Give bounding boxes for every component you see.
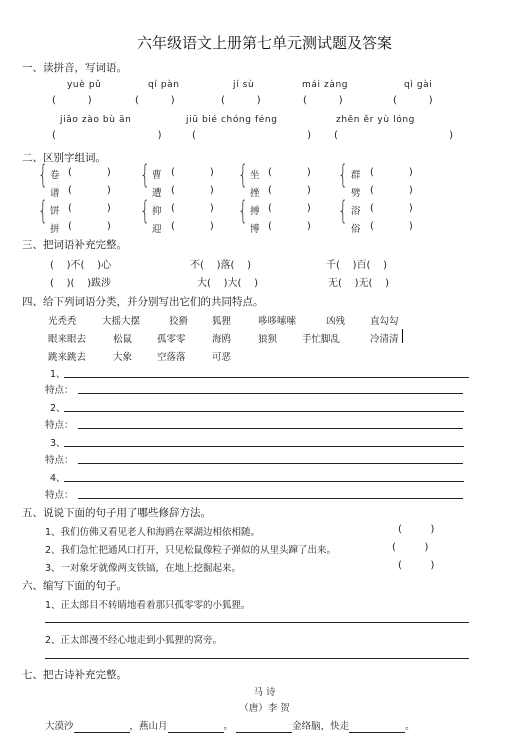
word-part: 大 — [227, 278, 238, 289]
word: 眼来眼去 — [48, 334, 87, 345]
word-part: 千 — [326, 260, 336, 271]
answer-line[interactable] — [64, 446, 464, 447]
poem-text: 大漠沙 — [45, 721, 74, 732]
word: 可恶 — [212, 352, 232, 363]
poem-title: 马 诗 — [253, 687, 276, 698]
answer-blank[interactable]: ( ) — [52, 95, 92, 106]
sentence: 2、正太郎漫不经心地走到小狐狸的窝旁。 — [45, 635, 223, 646]
word: 海鸥 — [212, 334, 232, 345]
word: 孤零零 — [157, 334, 186, 345]
brace-icon: { — [238, 196, 248, 226]
pinyin-2: qí pàn — [148, 80, 180, 90]
answer-blank[interactable]: ( ) — [392, 542, 429, 553]
word-part: 无 — [358, 278, 369, 289]
item-number: 1、 — [50, 369, 66, 380]
answer-blank[interactable]: ( ) — [334, 130, 454, 141]
word: 手忙脚乱 — [302, 334, 341, 345]
char: 博 — [250, 224, 260, 235]
char: 俗 — [351, 224, 361, 235]
char: 搏 — [250, 206, 260, 217]
answer-line[interactable] — [45, 622, 469, 623]
answer-blank[interactable]: ( ) — [68, 203, 111, 214]
answer-blank[interactable]: ( ) — [268, 203, 311, 214]
word-part: 大 — [197, 278, 207, 289]
word: 空落落 — [157, 352, 186, 363]
section-4-heading: 四、给下列词语分类，并分别写出它们的共同特点。 — [22, 296, 264, 308]
fill-in-row-2[interactable]: ( )( )跋涉 — [50, 278, 112, 289]
document-title: 六年级语文上册第七单元测试题及答案 — [136, 34, 392, 52]
answer-blank[interactable]: ( ) — [171, 167, 214, 178]
word: 哆哆嗦嗦 — [258, 316, 297, 327]
item-number: 4、 — [50, 473, 66, 484]
word-part: 无 — [328, 278, 338, 289]
word: 凶残 — [326, 316, 346, 327]
feature-label: 特点： — [45, 455, 74, 466]
word: 冷清清 — [370, 334, 399, 345]
word: 光秃秃 — [48, 316, 77, 327]
section-6-heading: 六、缩写下面的句子。 — [22, 580, 127, 592]
char: 饼 — [50, 206, 60, 217]
pinyin-1: yuè pǔ — [67, 80, 102, 90]
answer-blank[interactable]: ( ) — [68, 167, 111, 178]
brace-icon: { — [38, 160, 48, 190]
fill-in-row-2c[interactable]: 无( )无( ) — [328, 278, 390, 289]
answer-blank[interactable]: ( ) — [171, 203, 214, 214]
char: 谱 — [50, 188, 60, 199]
answer-blank[interactable]: ( ) — [192, 130, 312, 141]
answer-blank[interactable]: ( ) — [398, 560, 435, 571]
answer-blank[interactable]: ( ) — [370, 203, 413, 214]
poem-blank[interactable] — [236, 721, 292, 733]
char: 遭 — [152, 188, 162, 199]
section-2-heading: 二、区别字组词。 — [22, 152, 106, 164]
poem-text: ，燕山月 — [129, 721, 168, 732]
sentence: 2、我们急忙把通风口打开，只见松鼠像粒子弹似的从里头蹿了出来。 — [45, 545, 337, 556]
poem-blank[interactable] — [74, 721, 130, 733]
feature-label: 特点： — [45, 490, 74, 501]
answer-blank[interactable]: ( ) — [393, 95, 433, 106]
word-part: 不 — [190, 260, 200, 271]
sentence: 1、正太郎目不转睛地看着那只孤零零的小狐狸。 — [45, 600, 251, 611]
poem-line — [45, 718, 415, 733]
word: 直勾勾 — [370, 316, 399, 327]
fill-in-row-2b[interactable]: 大( )大( ) — [197, 278, 259, 289]
text-cursor — [402, 329, 403, 343]
section-7-heading: 七、把古诗补充完整。 — [22, 669, 127, 681]
answer-line[interactable] — [64, 377, 469, 378]
answer-line[interactable] — [64, 481, 464, 482]
section-1-heading: 一、读拼音，写词语。 — [22, 62, 127, 74]
poem-blank[interactable] — [168, 721, 224, 733]
answer-blank[interactable]: ( ) — [52, 130, 162, 141]
answer-blank[interactable]: ( ) — [370, 185, 413, 196]
char: 抑 — [152, 206, 162, 217]
answer-blank[interactable]: ( ) — [221, 95, 261, 106]
word-part: 不 — [70, 260, 81, 271]
answer-blank[interactable]: ( ) — [398, 524, 435, 535]
answer-blank[interactable]: ( ) — [268, 221, 311, 232]
brace-icon: { — [238, 160, 248, 190]
word: 狐狸 — [212, 316, 232, 327]
feature-label: 特点： — [45, 420, 74, 431]
item-number: 3、 — [50, 438, 66, 449]
poem-blank[interactable] — [349, 721, 405, 733]
brace-icon: { — [338, 196, 348, 226]
sentence: 1、我们仿佛又看见老人和海鸥在翠湖边相依相随。 — [45, 527, 261, 538]
feature-label: 特点： — [45, 385, 74, 396]
fill-in-row-1b[interactable]: 不( )落( ) — [190, 260, 252, 271]
answer-blank[interactable]: ( ) — [303, 95, 343, 106]
answer-blank[interactable]: ( ) — [171, 221, 214, 232]
char: 劈 — [351, 188, 361, 199]
word-part: 百 — [356, 260, 367, 271]
sentence: 3、一对象牙就像两支铁镐，在地上挖掘起来。 — [45, 563, 242, 574]
pinyin-3: jí sù — [233, 80, 255, 90]
answer-blank[interactable]: ( ) — [370, 221, 413, 232]
answer-line[interactable] — [78, 428, 463, 429]
char: 坐 — [250, 170, 260, 181]
brace-icon: { — [338, 160, 348, 190]
answer-blank[interactable]: ( ) — [370, 167, 413, 178]
poem-author: （唐）李 贺 — [239, 703, 290, 714]
answer-blank[interactable]: ( ) — [171, 185, 214, 196]
word: 跳来跳去 — [48, 352, 87, 363]
fill-in-row-1c[interactable]: 千( )百( ) — [326, 260, 388, 271]
brace-icon: { — [38, 196, 48, 226]
char: 拼 — [50, 224, 60, 235]
section-3-heading: 三、把词语补充完整。 — [22, 239, 127, 251]
pinyin-8: zhěn ěr yù lóng — [336, 115, 415, 125]
answer-line[interactable] — [78, 498, 463, 499]
pinyin-6: jiǎo zào bù ān — [60, 115, 132, 125]
answer-blank[interactable]: ( ) — [268, 167, 311, 178]
fill-in-row-1[interactable]: ( )不( )心 — [50, 260, 112, 271]
pinyin-4: mái zàng — [302, 80, 349, 90]
pinyin-7: jiū bié chóng féng — [186, 115, 278, 125]
item-number: 2、 — [50, 403, 66, 414]
answer-blank[interactable]: ( ) — [68, 185, 111, 196]
answer-blank[interactable]: ( ) — [268, 185, 311, 196]
char: 迎 — [152, 224, 162, 235]
brace-icon: { — [140, 160, 150, 190]
poem-text: 。 — [223, 721, 234, 732]
char: 群 — [351, 170, 361, 181]
section-5-heading: 五、说说下面的句子用了哪些修辞方法。 — [22, 507, 211, 519]
char: 曹 — [152, 170, 162, 181]
word: 大象 — [113, 352, 133, 363]
answer-blank[interactable]: ( ) — [135, 95, 175, 106]
char: 浴 — [351, 206, 361, 217]
brace-icon: { — [140, 196, 150, 226]
word: 狼狈 — [258, 334, 278, 345]
char: 挫 — [250, 188, 260, 199]
word: 大摇大摆 — [102, 316, 141, 327]
answer-blank[interactable]: ( ) — [68, 221, 111, 232]
poem-text: 金络脑，快走 — [292, 721, 350, 732]
word: 松鼠 — [113, 334, 133, 345]
word-part: 跋涉 — [91, 278, 112, 289]
answer-line[interactable] — [45, 658, 469, 659]
word-part: 心 — [101, 260, 112, 271]
answer-line[interactable] — [78, 463, 463, 464]
pinyin-5: qì gài — [404, 80, 433, 90]
word-part: 落 — [220, 260, 231, 271]
poem-text: 。 — [405, 721, 415, 732]
char: 卷 — [50, 170, 60, 181]
answer-line[interactable] — [78, 393, 463, 394]
word: 狡猾 — [169, 316, 189, 327]
answer-line[interactable] — [64, 411, 464, 412]
